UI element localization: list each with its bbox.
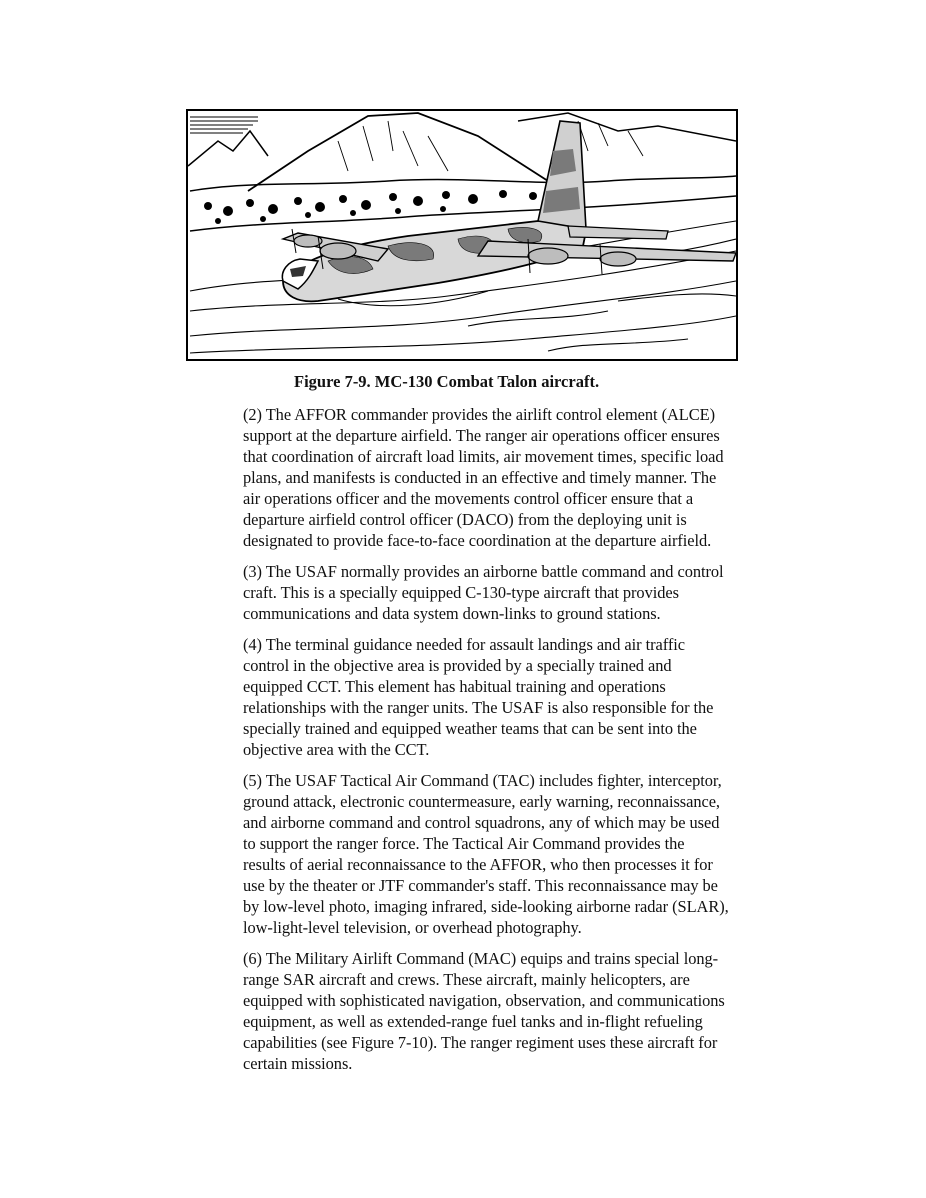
text-line: that coordination of aircraft load limits, air movement times, specific load bbox=[243, 447, 724, 466]
text-line: results of aerial reconnaissance to the AFFOR, who then processes it for bbox=[243, 855, 713, 874]
text-line: and airborne command and control squadrons, any of which may be used bbox=[243, 813, 720, 832]
text-line: (6) The Military Airlift Command (MAC) equips and trains special long- bbox=[243, 949, 719, 968]
text-line: support at the departure airfield. The ranger air operations officer ensures bbox=[243, 426, 720, 445]
text-line: equipped with sophisticated navigation, observation, and communications bbox=[243, 991, 725, 1010]
text-line: ground attack, electronic countermeasure, early warning, reconnaissance, bbox=[243, 792, 720, 811]
text-line: departure airfield control officer (DACO) from the deploying unit is bbox=[243, 510, 687, 529]
text-line: control in the objective area is provided by a specially trained and bbox=[243, 656, 672, 675]
body-text bbox=[243, 404, 793, 1084]
text-line: communications and data system down-links to ground stations. bbox=[243, 604, 661, 623]
text-line: (5) The USAF Tactical Air Command (TAC) includes fighter, interceptor, bbox=[243, 771, 722, 790]
paragraph-2 bbox=[243, 404, 793, 551]
paragraph-3 bbox=[243, 561, 793, 624]
mc130-aircraft-drawing bbox=[188, 111, 736, 359]
figure-caption: Figure 7-9. MC-130 Combat Talon aircraft. bbox=[294, 372, 600, 391]
text-line: low-light-level television, or overhead photography. bbox=[243, 918, 582, 937]
text-line: air operations officer and the movements control officer ensure that a bbox=[243, 489, 694, 508]
text-line: (4) The terminal guidance needed for assault landings and air traffic bbox=[243, 635, 685, 654]
text-line: plans, and manifests is conducted in an effective and timely manner. The bbox=[243, 468, 717, 487]
text-line: (3) The USAF normally provides an airborne battle command and control bbox=[243, 562, 724, 581]
text-line: objective area with the CCT. bbox=[243, 740, 430, 759]
paragraph-5 bbox=[243, 770, 793, 938]
text-line: (2) The AFFOR commander provides the airlift control element (ALCE) bbox=[243, 405, 716, 424]
text-line: equipped CCT. This element has habitual training and operations bbox=[243, 677, 666, 696]
text-line: specially trained and equipped weather teams that can be sent into the bbox=[243, 719, 697, 738]
figure-illustration bbox=[186, 109, 738, 361]
text-line: craft. This is a specially equipped C-130-type aircraft that provides bbox=[243, 583, 679, 602]
text-line: capabilities (see Figure 7-10). The ranger regiment uses these aircraft for bbox=[243, 1033, 718, 1052]
text-line: certain missions. bbox=[243, 1054, 353, 1073]
text-line: range SAR aircraft and crews. These aircraft, mainly helicopters, are bbox=[243, 970, 690, 989]
text-line: to support the ranger force. The Tactical Air Command provides the bbox=[243, 834, 685, 853]
paragraph-4 bbox=[243, 634, 793, 760]
text-line: designated to provide face-to-face coordination at the departure airfield. bbox=[243, 531, 712, 550]
text-line: use by the theater or JTF commander's staff. This reconnaissance may be bbox=[243, 876, 718, 895]
text-line: relationships with the ranger units. The USAF is also responsible for the bbox=[243, 698, 714, 717]
text-line: by low-level photo, imaging infrared, side-looking airborne radar (SLAR), bbox=[243, 897, 729, 916]
text-line: equipment, as well as extended-range fuel tanks and in-flight refueling bbox=[243, 1012, 703, 1031]
paragraph-6 bbox=[243, 948, 793, 1074]
